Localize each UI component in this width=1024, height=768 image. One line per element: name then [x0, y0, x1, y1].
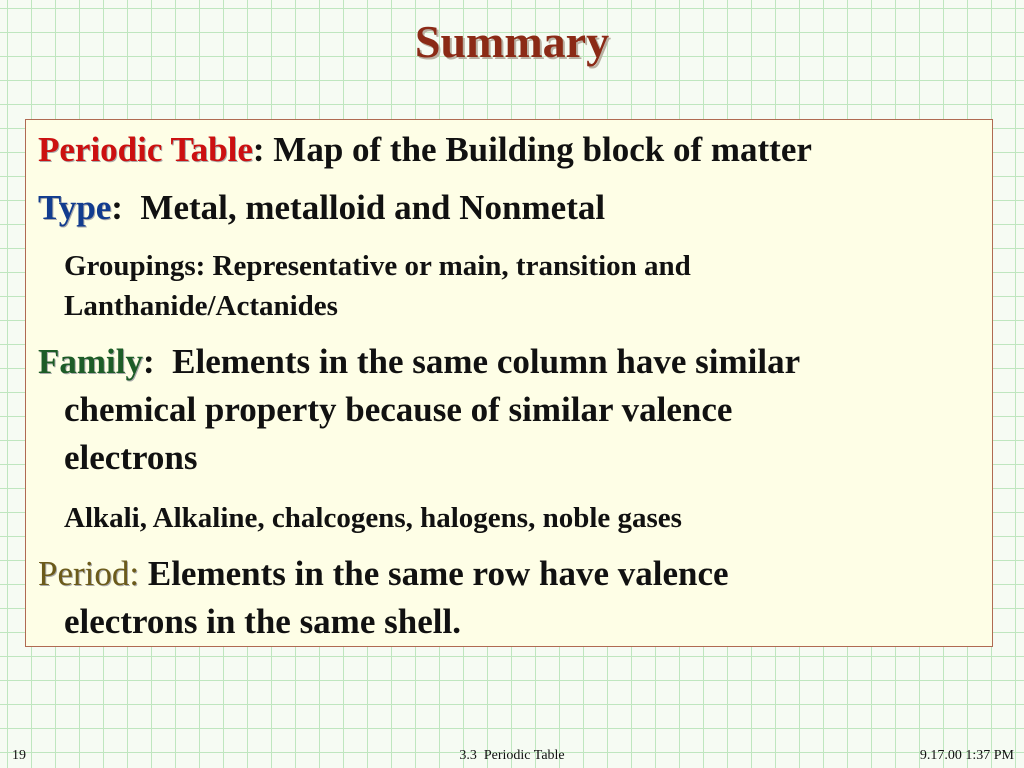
footer-section-title: 3.3 Periodic Table — [459, 748, 565, 763]
summary-box — [25, 119, 993, 647]
periodic-table-row — [38, 126, 984, 174]
period-definition-line-2: electrons in the same shell. — [64, 602, 461, 641]
family-definition-line-2: chemical property because of similar valence — [64, 390, 733, 429]
groupings-line-2: Lanthanide/Actanides — [64, 290, 338, 322]
groupings-line-1: Groupings: Representative or main, transition and — [64, 250, 691, 282]
slide-title: Summary — [414, 16, 610, 67]
type-separator: : — [111, 188, 123, 227]
family-examples: Alkali, Alkaline, chalcogens, halogens, noble gases — [64, 502, 682, 534]
family-separator: : — [142, 342, 155, 381]
family-term: Family — [38, 342, 143, 381]
periodic-table-definition: Map of the Building block of matter — [264, 130, 812, 169]
period-row — [38, 550, 984, 646]
footer-date: 9.17.00 1:37 PM — [919, 748, 1014, 763]
type-definition: Metal, metalloid and Nonmetal — [122, 188, 606, 227]
type-term: Type — [38, 188, 112, 227]
periodic-table-separator: : — [252, 130, 265, 169]
family-row — [38, 338, 984, 482]
groupings-text — [38, 246, 984, 326]
period-definition: Elements in the same row have valence — [139, 554, 729, 593]
family-definition: Elements in the same column have similar — [154, 342, 801, 381]
family-definition-line-3: electrons — [64, 438, 198, 477]
period-term: Period: — [38, 554, 140, 593]
periodic-table-term: Periodic Table — [38, 130, 253, 169]
slide-number: 19 — [12, 748, 26, 763]
type-row — [38, 184, 984, 232]
